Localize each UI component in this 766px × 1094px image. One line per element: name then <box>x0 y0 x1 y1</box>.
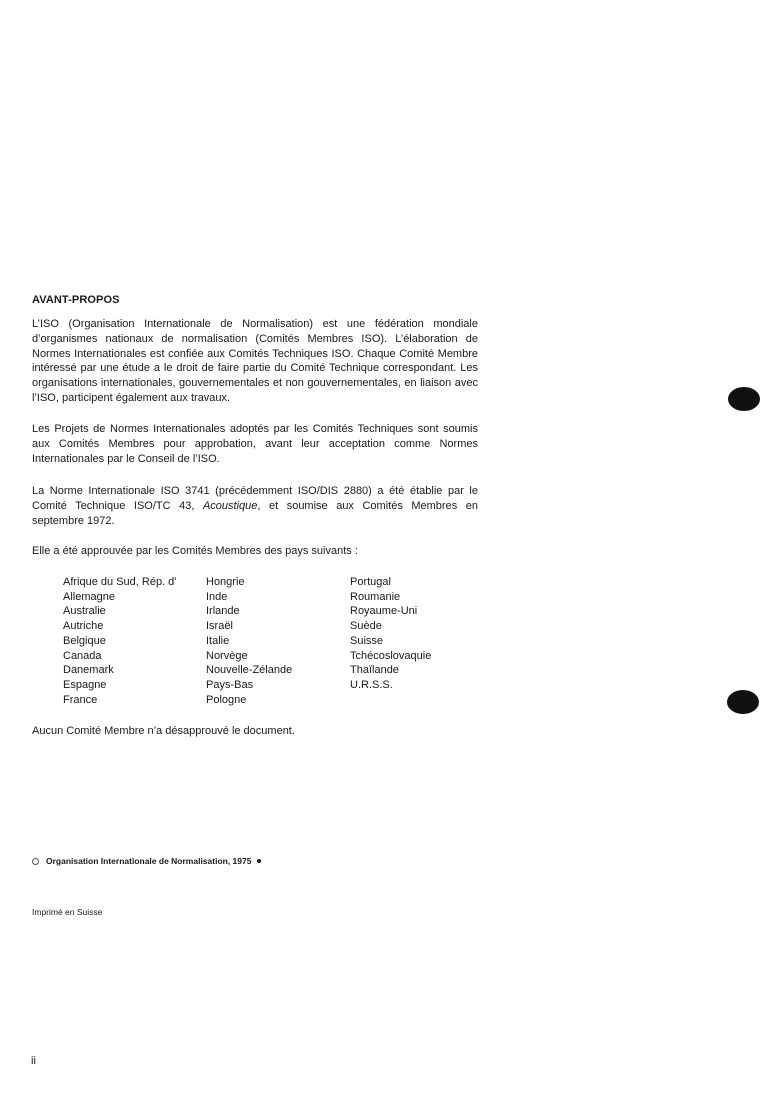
punch-hole-mark <box>727 690 759 714</box>
country-item: Israël <box>206 620 233 633</box>
page-number: ii <box>31 1055 36 1067</box>
approval-intro: Elle a été approuvée par les Comités Membres des pays suivants : <box>32 545 358 557</box>
copyright-text: Organisation Internationale de Normalisation, 1975 <box>46 856 252 866</box>
closing-statement: Aucun Comité Membre n’a désapprouvé le document. <box>32 725 295 737</box>
standard-statement-before: La Norme Internationale ISO 3741 (précédemment ISO/DIS 2880) a été établie par le Comité Technique ISO/TC 43, <box>32 485 478 512</box>
country-item: Afrique du Sud, Rép. d' <box>63 576 177 588</box>
printed-in-note: Imprimé en Suisse <box>32 907 103 917</box>
country-item: Hongrie <box>206 576 245 588</box>
country-item: Pays-Bas <box>206 678 254 691</box>
country-item: Belgique <box>63 634 106 647</box>
country-item: Nouvelle-Zélande <box>206 664 293 677</box>
country-item: Danemark <box>63 664 114 677</box>
country-item: Italie <box>206 634 230 647</box>
country-column-1 <box>63 575 176 707</box>
country-item: Thaïlande <box>350 664 399 677</box>
foreword-title: AVANT-PROPOS <box>32 294 120 306</box>
country-item: Tchécoslovaquie <box>350 649 432 662</box>
country-item: Portugal <box>350 576 391 588</box>
country-item: Canada <box>63 649 102 662</box>
country-item: Irlande <box>206 605 240 618</box>
country-item: Autriche <box>63 620 104 633</box>
country-item: Inde <box>206 590 228 603</box>
punch-hole-mark <box>728 387 760 411</box>
standard-statement-after: , et soumise aux Comités Membres en septembre 1972. <box>32 499 478 527</box>
foreword-paragraph-standard <box>32 484 478 528</box>
country-item: U.R.S.S. <box>350 678 393 691</box>
country-item: France <box>63 693 98 706</box>
foreword-paragraph-iso: L’ISO (Organisation Internationale de Normalisation) est une fédération mondiale d’organismes nationaux de normalisation (Comités Membres ISO). L’élaboration de Normes Internationales est confiée aux Comités Techniques ISO. Chaque Comité Membre intéressé par une étude a le droit de faire partie du Comité Technique correspondant. Les organisations internationales, gouvernementales et non gouvernementales, en liaison avec l’ISO, participent également aux travaux. <box>32 318 478 404</box>
country-item: Suède <box>350 620 382 633</box>
country-item: Roumanie <box>350 590 401 603</box>
bullet-dot-icon <box>257 859 261 863</box>
foreword-paragraph-drafts: Les Projets de Normes Internationales adoptés par les Comités Techniques sont soumis aux Comités Membres pour approbation, avant leur acceptation comme Normes Internationales par le Conseil de l’ISO. <box>32 423 478 465</box>
copyright-icon <box>32 858 39 865</box>
country-column-3 <box>350 575 431 693</box>
country-item: Suisse <box>350 634 384 647</box>
standard-statement-committee: Acoustique <box>202 499 258 512</box>
country-item: Pologne <box>206 693 247 706</box>
country-item: Australie <box>63 605 106 618</box>
copyright-line <box>32 856 261 866</box>
country-column-2 <box>206 575 292 707</box>
country-item: Norvège <box>206 649 248 662</box>
country-item: Royaume-Uni <box>350 605 418 618</box>
country-item: Espagne <box>63 678 107 691</box>
country-item: Allemagne <box>63 590 115 603</box>
